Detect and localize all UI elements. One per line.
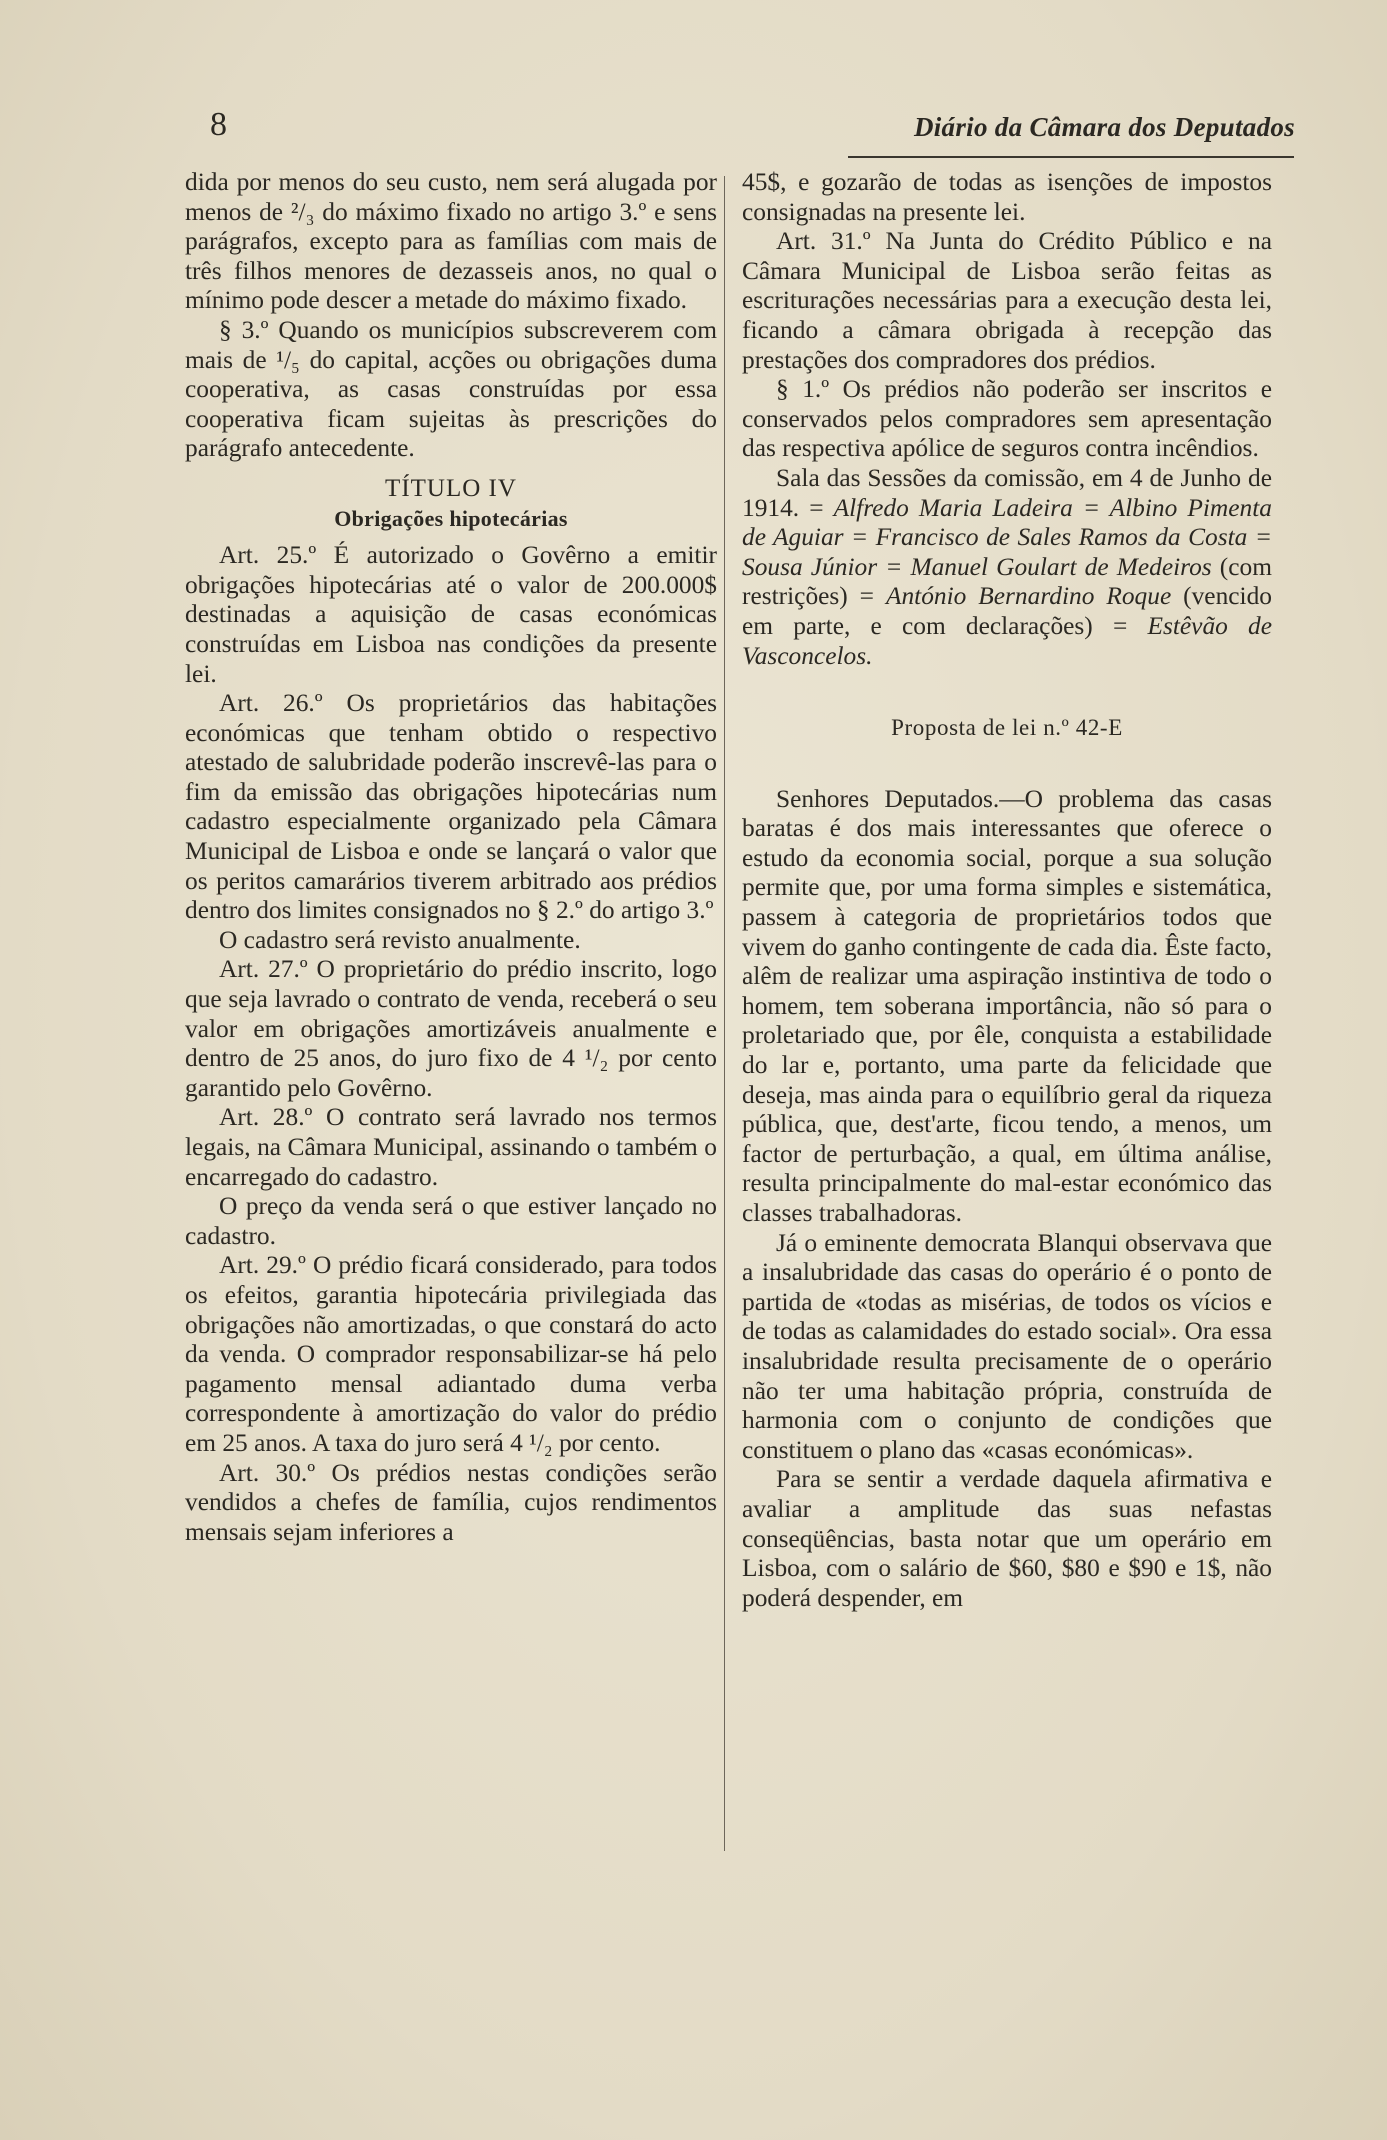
paragraph: Art. 30.º Os prédios nestas condições serão vendidos a chefes de família, cujos rendimentos mensais sejam inferiores a	[185, 1458, 717, 1546]
signature: António Bernardino Roque	[885, 582, 1172, 611]
paragraph: § 3.º Quando os municípios subscreverem com mais de ¹/₅ do capital, acções ou obrigações duma cooperativa, as casas construídas por essa cooperativa ficam sujeitas às prescrições do parágrafo antecedente.	[185, 315, 717, 463]
left-column	[185, 168, 717, 1547]
signatures-paragraph	[742, 464, 1272, 671]
paragraph: Já o eminente democrata Blanqui observava que a insalubridade das casas do operário é o ponto de partida de «todas as misérias, de todos os vícios e de todas as calamidades do estado social». Ora essa insalubridade resulta precisamente de o operário não ter uma habitação própria, construída de harmonia com o conjunto de condições que constituem o plano das «casas económicas».	[742, 1228, 1272, 1464]
paragraph: Art. 27.º O proprietário do prédio inscrito, logo que seja lavrado o contrato de venda, receberá o seu valor em obrigações amortizáveis anualmente e dentro de 25 anos, do juro fixo de 4 ¹/₂ por cento garantido pelo Govêrno.	[185, 955, 717, 1102]
signature-note: (vencido em parte, e com declarações) =	[742, 582, 1272, 640]
paragraph: Art. 31.º Na Junta do Crédito Público e na Câmara Municipal de Lisboa serão feitas as escriturações necessárias para a execução desta lei, ficando a câmara obrigada à recepção das prestações dos compradores dos prédios.	[742, 227, 1272, 374]
paragraph: Art. 26.º Os proprietários das habitações económicas que tenham obtido o respectivo atestado de salubridade poderão inscrevê-las para o fim da emissão das obrigações hipotecárias num cadastro especialmente organizado pela Câmara Municipal de Lisboa e onde se lançará o valor que os peritos camarários tiverem arbitrado aos prédios dentro dos limites consignados no § 2.º do artigo 3.º	[185, 689, 717, 925]
paragraph: Art. 29.º O prédio ficará considerado, para todos os efeitos, garantia hipotecária privilegiada das obrigações não amortizadas, o que constará do acto da venda. O comprador responsabilizar-se há pelo pagamento mensal adiantado duma verba correspondente à amortização do valor do prédio em 25 anos. A taxa do juro será 4 ¹/₂ por cento.	[185, 1251, 717, 1457]
section-title: TÍTULO IV	[385, 474, 517, 502]
paragraph: Art. 28.º O contrato será lavrado nos termos legais, na Câmara Municipal, assinando o também o encarregado do cadastro.	[185, 1103, 717, 1191]
running-title: Diário da Câmara dos Deputados	[913, 112, 1295, 142]
paragraph: Para se sentir a verdade daquela afirmativa e avaliar a amplitude das suas nefastas conseqüências, basta notar que um operário em Lisboa, com o salário de $60, $80 e $90 e 1$, não poderá despender, em	[742, 1465, 1272, 1612]
paragraph: O cadastro será revisto anualmente.	[219, 925, 581, 954]
page-number: 8	[210, 106, 227, 143]
signature-note: (com restrições) =	[742, 552, 1272, 611]
signature: Estêvão de Vasconcelos.	[742, 611, 1273, 670]
paragraph: § 1.º Os prédios não poderão ser inscritos e conservados pelos compradores sem apresentação das respectiva apólice de seguros contra incêndios.	[742, 375, 1272, 463]
signatures: Alfredo Maria Ladeira = Albino Pimenta de Aguiar = Francisco de Sales Ramos da Costa = Sousa Júnior = Manuel Goulart de Medeiros	[742, 493, 1272, 581]
header-rule	[848, 156, 1294, 158]
section-subtitle: Obrigações hipotecárias	[334, 505, 568, 531]
right-column	[742, 168, 1272, 1613]
paragraph: 45$, e gozarão de todas as isenções de impostos consignadas na presente lei.	[742, 168, 1272, 226]
paragraph: O preço da venda será o que estiver lançado no cadastro.	[185, 1192, 717, 1250]
column-divider	[724, 176, 725, 1851]
paragraph: dida por menos do seu custo, nem será alugada por menos de ²/₃ do máximo fixado no artigo 3.º e sens parágrafos, excepto para as famílias com mais de três filhos menores de dezasseis anos, no qual o mínimo pode descer a metade do máximo fixado.	[185, 168, 717, 315]
proposal-title: Proposta de lei n.º 42-E	[891, 715, 1123, 741]
paragraph: Senhores Deputados.—O problema das casas baratas é dos mais interessantes que oferece o estudo da economia social, porque a sua solução permite que, por uma forma simples e sistemática, passem à categoria de proprietários todos que vivem do ganho contingente de cada dia. Êste facto, alêm de realizar uma aspiração instintiva de todo o homem, tem soberana importância, não só para o proletariado que, por êle, conquista a estabilidade do lar e, portanto, uma parte da felicidade que deseja, mas ainda para o equilíbrio geral da riqueza pública, que, dest'arte, ficou tendo, a menos, um factor de perturbação, a qual, em última análise, resulta principalmente do mal-estar económico das classes trabalhadoras.	[742, 784, 1272, 1227]
paragraph: Art. 25.º É autorizado o Govêrno a emitir obrigações hipotecárias até o valor de 200.000$ destinadas a aquisição de casas económicas construídas em Lisboa nas condições da presente lei.	[185, 541, 717, 688]
session-date: Sala das Sessões da comissão, em 4 de Junho de 1914. =	[742, 463, 1272, 522]
